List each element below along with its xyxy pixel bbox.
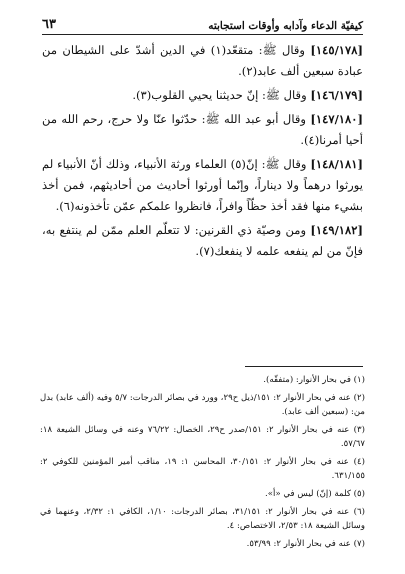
footnote: (٢) عنه في بحار الأنوار ٢: ١٥١/ذيل ح٢٩، وورد في بصائر الدرجات: ٥/٧ وفيه (ألف عابد) بدل من: (سبعين ألف عابد). — [40, 393, 365, 417]
running-header — [42, 14, 363, 35]
footnote: (٧) عنه في بحار الأنوار ٢: ٥٣/٩٩. — [246, 539, 365, 549]
hadith-number: [١٤٦/١٧٩] — [310, 88, 363, 102]
main-text — [42, 40, 363, 265]
hadith-paragraph — [42, 85, 363, 106]
footnote: (٦) عنه في بحار الأنوار ٢: ٣١/١٥١، بصائر الدرجات: ١/١٠، الكافي ١: ٢/٣٢، وعنهما في وسائل الشيعة ١٨: ٢/٥٣، الاختصاص: ٤. — [40, 507, 365, 531]
hadith-number: [١٤٩/١٨٢] — [310, 223, 363, 237]
footnote: (٥) كلمة (إنّ) ليس في «أ». — [265, 489, 365, 499]
hadith-text: وقال ﷺ: متقعّد(١) في الدين أشدّ على الشيطان من عبادة سبعين ألف عابد(٢). — [42, 43, 363, 78]
hadith-paragraph — [42, 220, 363, 262]
footnote-separator — [245, 366, 363, 367]
running-title: كيفيّة الدعاء وآدابه وأوقات استجابته — [208, 20, 363, 32]
page-number: ٦٣ — [42, 17, 56, 32]
footnote: (٣) عنه في بحار الأنوار ٢: ١٥١/صدر ح٢٩، الخصال: ٧٦/٢٢ وعنه في وسائل الشيعة ١٨: ٥٧/٦٧. — [40, 425, 365, 449]
footnote: (١) في بحار الأنوار: (متفقّه). — [263, 375, 365, 385]
hadith-number: [١٤٧/١٨٠] — [310, 112, 363, 126]
hadith-number: [١٤٨/١٨١] — [310, 157, 363, 171]
hadith-text: وقال ﷺ: إنّ(٥) العلماء ورثة الأنبياء، وذلك أنّ الأنبياء لم يورثوا درهماً ولا ديناراً، وإنّما أورثوا أحاديث من أحاديثهم، فمن أخذ بشيء منها فقد أخذ حظّاً وافراً، فانظروا علمكم عمّن تأخذونه(٦). — [42, 157, 363, 213]
hadith-paragraph — [42, 109, 363, 151]
hadith-text: وقال أبو عبد الله ﷺ: حدّثوا عنّا ولا حرج، رحم الله من أحيا أمرنا(٤). — [42, 112, 363, 147]
footnotes — [40, 372, 365, 555]
hadith-paragraph — [42, 40, 363, 82]
footnote: (٤) عنه في بحار الأنوار ٢: ٣٠/١٥١، المحاسن ١: ١٩، مناقب أمير المؤمنين للكوفي ٢: ٦٣١/١٥٥. — [40, 457, 365, 481]
hadith-paragraph — [42, 154, 363, 217]
hadith-number: [١٤٥/١٧٨] — [310, 43, 363, 57]
hadith-text: وقال ﷺ: إنّ حديثنا يحيي القلوب(٣). — [132, 88, 311, 102]
hadith-text: ومن وصيّة ذي القرنين: لا تتعلّم العلم ممّن لم ينتفع به، فإنّ من لم ينفعه علمه لا ينفعك(٧). — [42, 223, 363, 258]
